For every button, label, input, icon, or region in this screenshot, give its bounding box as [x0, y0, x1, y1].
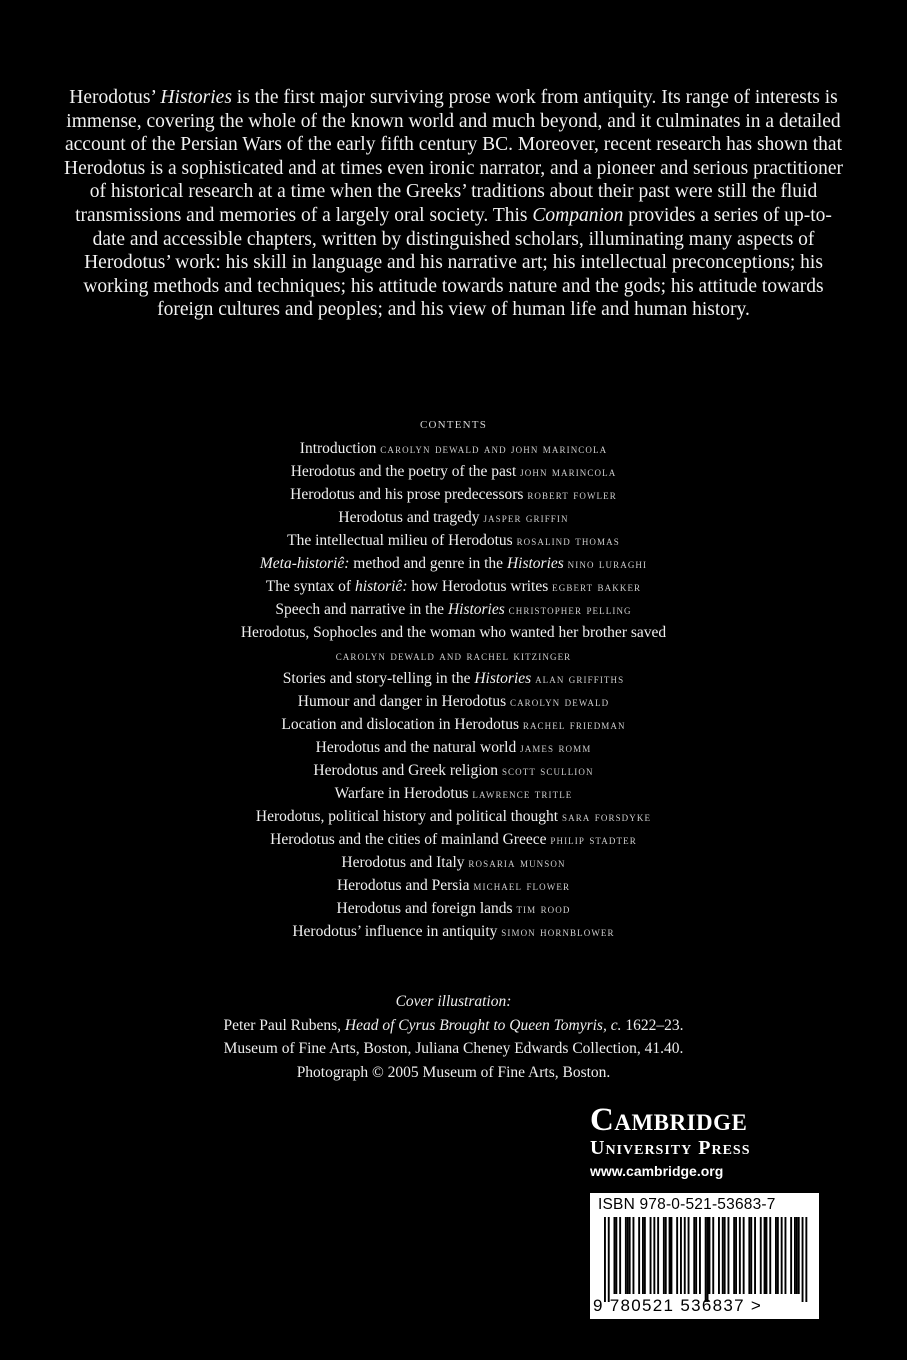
chapter-author: carolyn dewald: [509, 694, 610, 709]
barcode-bar: [760, 1217, 762, 1294]
barcode-bar: [650, 1217, 652, 1294]
barcode-bar: [642, 1217, 644, 1294]
barcode-bar: [707, 1217, 709, 1302]
credit-line-3: Photograph © 2005 Museum of Fine Arts, Boston.: [296, 1063, 611, 1081]
barcode-bar: [693, 1217, 695, 1294]
barcode-bar: [619, 1217, 621, 1294]
barcode-bar: [657, 1217, 659, 1294]
chapter-title: Herodotus, political history and political thought: [255, 808, 559, 825]
chapter-author: christopher pelling: [508, 602, 632, 617]
barcode-bar: [748, 1217, 750, 1294]
chapter-title: Herodotus and Greek religion: [313, 762, 499, 779]
contents-entry: [0, 437, 907, 460]
barcode-bar: [608, 1217, 610, 1302]
chapter-author: egbert bakker: [552, 579, 642, 594]
isbn-text: ISBN 978-0-521-53683-7: [598, 1196, 776, 1213]
chapter-author: robert fowler: [527, 487, 617, 502]
barcode-digits: 9 780521 536837 >: [593, 1296, 763, 1315]
barcode-bar: [754, 1217, 756, 1294]
barcode-bar: [680, 1217, 682, 1294]
credit-line-1: Peter Paul Rubens, Head of Cyrus Brought to Queen Tomyris, c. 1622–23.: [223, 1016, 684, 1034]
chapter-title: Stories and story-telling in the Histories: [282, 670, 532, 687]
barcode-bar: [775, 1217, 777, 1294]
contents-entry: [0, 805, 907, 828]
barcode-bar: [627, 1217, 629, 1294]
contents-entry: [0, 621, 907, 644]
contents-entry: [0, 460, 907, 483]
barcode-bar: [633, 1217, 635, 1294]
barcode-bar: [802, 1217, 804, 1302]
barcode-bar: [615, 1217, 617, 1294]
barcode-bar: [718, 1217, 720, 1294]
chapter-author: philip stadter: [550, 832, 637, 847]
contents-entry: [0, 736, 907, 759]
table-of-contents: [0, 437, 907, 943]
chapter-author: sara forsdyke: [562, 809, 652, 824]
contents-entry: [0, 759, 907, 782]
chapter-title: Herodotus and tragedy: [338, 509, 480, 526]
barcode-bar: [777, 1217, 779, 1294]
barcode-bar: [625, 1217, 627, 1294]
barcode-bar: [695, 1217, 697, 1294]
barcode-bar: [699, 1217, 701, 1294]
chapter-title: Speech and narrative in the Histories: [275, 601, 505, 618]
contents-entry: [0, 644, 907, 667]
contents-entry: [0, 713, 907, 736]
publisher-subtitle: University Press: [590, 1137, 751, 1159]
barcode-bar: [671, 1217, 673, 1294]
chapter-author: alan griffiths: [535, 671, 625, 686]
barcode-bar: [733, 1217, 735, 1294]
barcode-bar: [629, 1217, 631, 1294]
publisher-name: Cambridge: [590, 1102, 748, 1138]
contents-entry: [0, 897, 907, 920]
barcode-bar: [796, 1217, 798, 1294]
barcode-bar: [794, 1217, 796, 1294]
barcode-bar: [739, 1217, 741, 1294]
chapter-title: The intellectual milieu of Herodotus: [287, 532, 513, 549]
barcode-bar: [769, 1217, 771, 1294]
chapter-title: Herodotus and his prose predecessors: [290, 486, 524, 503]
contents-entry: [0, 782, 907, 805]
barcode-bar: [653, 1217, 655, 1294]
barcode-bar: [638, 1217, 640, 1294]
barcode-bar: [764, 1217, 766, 1294]
barcode-bar: [644, 1217, 646, 1294]
contents-entry: [0, 874, 907, 897]
barcode-bar: [709, 1217, 711, 1294]
barcode-bar: [712, 1217, 714, 1294]
barcode-bar: [785, 1217, 787, 1294]
credit-line-2: Museum of Fine Arts, Boston, Juliana Cheney Edwards Collection, 41.40.: [223, 1040, 684, 1057]
contents-entry: [0, 552, 907, 575]
barcode-bar: [663, 1217, 665, 1294]
barcode-bar: [665, 1217, 667, 1294]
chapter-author: scott scullion: [501, 763, 594, 778]
contents-entry: [0, 851, 907, 874]
chapter-author: jasper griffin: [483, 510, 569, 525]
barcode-bar: [790, 1217, 792, 1294]
book-description: Herodotus’ Histories is the first major surviving prose work from antiquity. Its range of interests is immense, covering the whole of the known world and much beyond, and it culminates in a detailed account of the Persian Wars of the early fifth century BC. Moreover, recent research has shown that Herodotus is a sophisticated and at times even ironic narrator, and a pioneer and serious practitioner of historical research at a time when the Greeks’ traditions about their past were still the fluid transmissions and memories of a largely oral society. This Companion provides a series of up-to-date and accessible chapters, written by distinguished scholars, illuminating many aspects of Herodotus’ work: his skill in language and his narrative art; his intellectual preconceptions; his working methods and techniques; his attitude towards nature and the gods; his attitude towards foreign cultures and peoples; and his view of human life and human history.: [64, 87, 843, 321]
chapter-title: The syntax of historiê: how Herodotus writes: [265, 578, 549, 595]
chapter-author: nino luraghi: [567, 556, 648, 571]
chapter-author: john marincola: [520, 464, 617, 479]
chapter-author: lawrence tritle: [472, 786, 573, 801]
contents-heading: CONTENTS: [419, 419, 488, 431]
contents-entry: [0, 483, 907, 506]
barcode-bar: [705, 1217, 707, 1302]
chapter-title: Herodotus and foreign lands: [336, 900, 513, 917]
barcode-bar: [688, 1217, 690, 1294]
barcode-bar: [805, 1217, 807, 1302]
chapter-author: simon hornblower: [501, 924, 615, 939]
contents-entry: [0, 529, 907, 552]
barcode-bar: [614, 1217, 616, 1294]
barcode-bar: [724, 1217, 726, 1294]
chapter-author: tim rood: [516, 901, 571, 916]
barcode-bar: [798, 1217, 800, 1294]
barcode-bar: [743, 1217, 745, 1294]
chapter-title: Herodotus and the cities of mainland Greece: [270, 831, 547, 848]
chapter-author: carolyn dewald and rachel kitzinger: [335, 648, 572, 663]
chapter-author: rosalind thomas: [516, 533, 620, 548]
chapter-title: Meta-historiê: method and genre in the Histories: [259, 555, 564, 572]
chapter-author: rachel friedman: [522, 717, 626, 732]
barcode-bar: [604, 1217, 606, 1302]
barcode-bar: [750, 1217, 752, 1294]
chapter-author: james romm: [520, 740, 592, 755]
publisher-logo: [590, 1103, 820, 1179]
contents-entry: [0, 506, 907, 529]
contents-entry: [0, 690, 907, 713]
barcode-bar: [684, 1217, 686, 1294]
chapter-author: michael flower: [473, 878, 571, 893]
barcode-bar: [722, 1217, 724, 1294]
chapter-title: Herodotus and the poetry of the past: [290, 463, 517, 480]
contents-entry: [0, 667, 907, 690]
chapter-title: Herodotus, Sophocles and the woman who wanted her brother saved: [240, 624, 667, 641]
chapter-title: Humour and danger in Herodotus: [297, 693, 507, 710]
chapter-title: Introduction: [299, 440, 377, 457]
barcode-bar: [735, 1217, 737, 1294]
contents-entry: [0, 828, 907, 851]
credit-heading: Cover illustration:: [395, 993, 512, 1010]
isbn-barcode: [590, 1193, 819, 1319]
barcode-bar: [669, 1217, 671, 1294]
cover-illustration-credit: [0, 990, 907, 1084]
chapter-author: carolyn dewald and john marincola: [380, 441, 608, 456]
chapter-title: Herodotus’ influence in antiquity: [292, 923, 498, 940]
chapter-title: Herodotus and Italy: [341, 854, 465, 871]
barcode-bar: [728, 1217, 730, 1294]
contents-entry: [0, 598, 907, 621]
barcode-bar: [766, 1217, 768, 1294]
chapter-title: Herodotus and the natural world: [315, 739, 517, 756]
contents-entry: [0, 575, 907, 598]
barcode-bar: [781, 1217, 783, 1294]
chapter-author: rosaria munson: [468, 855, 566, 870]
contents-entry: [0, 920, 907, 943]
chapter-title: Herodotus and Persia: [336, 877, 470, 894]
chapter-title: Location and dislocation in Herodotus: [281, 716, 519, 733]
barcode-bar: [676, 1217, 678, 1294]
publisher-url: www.cambridge.org: [590, 1163, 724, 1179]
chapter-title: Warfare in Herodotus: [334, 785, 469, 802]
